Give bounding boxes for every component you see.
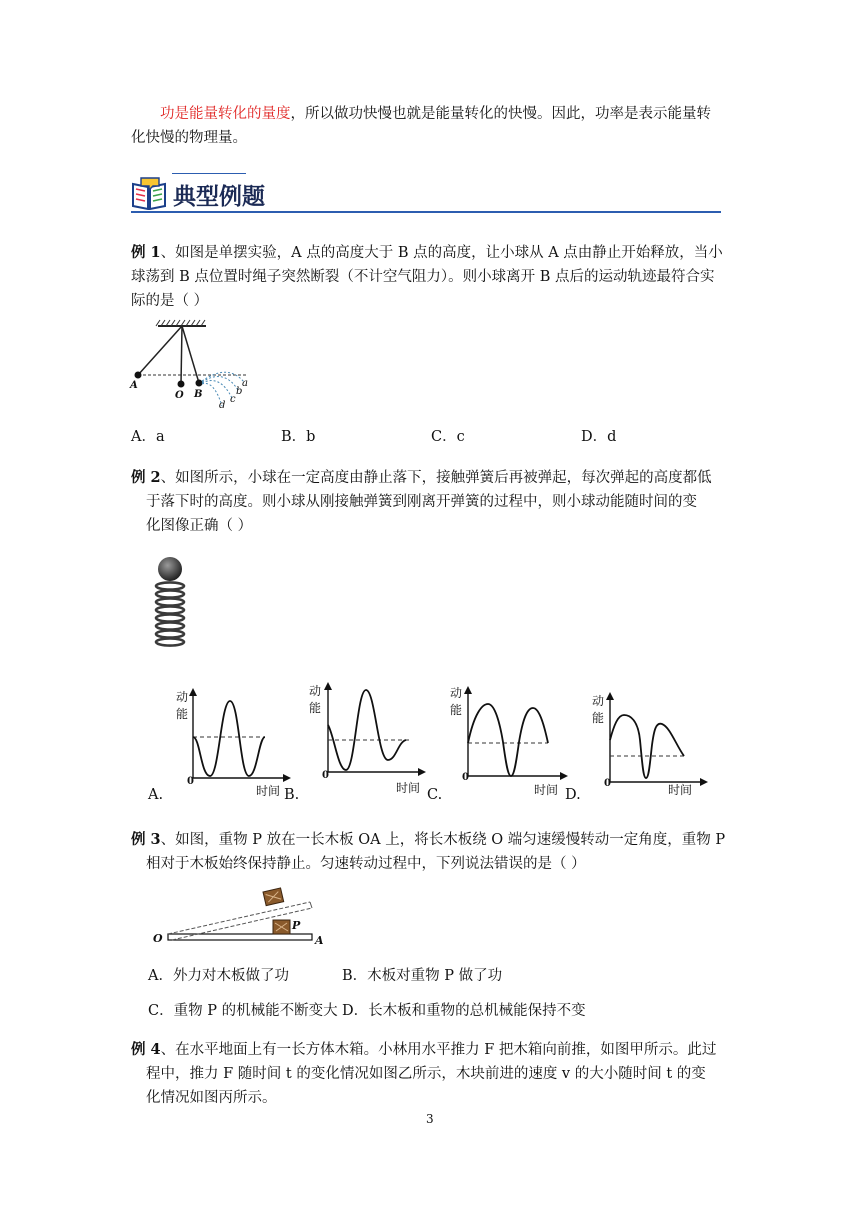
spring-ball-figure [150,556,190,650]
ex3-option-c[interactable]: C．重物 P 的机械能不断变大 [148,1003,338,1019]
label-A: A [130,380,138,391]
ex4-line-1: 例 4、在水平地面上有一长方体木箱。小林用水平推力 F 把木箱向前推，如图甲所示。此过 [131,1041,717,1058]
intro-line-1 [131,102,731,126]
ex3-line-2: 相对于木板始终保持静止。匀速转动过程中，下列说法错误的是（ ） [146,856,586,872]
label-b: b [236,386,243,397]
graph-b: 动 能 0 时间 [308,680,428,792]
label-A: A [315,934,324,947]
ex4-line-3: 化情况如图丙所示。 [146,1090,277,1106]
ex3-option-d[interactable]: D．长木板和重物的总机械能保持不变 [342,1003,586,1019]
ex2-line-3: 化图像正确（ ） [146,518,253,534]
graph-d: 动 能 0 时间 [590,690,710,802]
ex1-label: 例 1 [131,244,161,261]
ex2-option-b[interactable]: B. [284,787,300,803]
heading-underline [131,211,721,213]
section-heading [131,168,721,216]
ex1-option-d[interactable]: D．d [581,429,617,445]
ex1-option-c[interactable]: C．c [431,429,465,445]
label-B: B [194,389,203,400]
ex1-line-3: 际的是（ ） [131,293,209,309]
ex4-label: 例 4 [131,1041,161,1058]
ex2-option-a[interactable]: A. [148,787,164,803]
heading-top-rule [172,173,246,174]
label-a: a [242,378,248,389]
graph-c: 动 能 0 时间 [448,684,570,796]
ex1-option-a[interactable]: A．a [131,429,165,445]
section-title: 典型例题 [173,184,265,210]
intro-text: ，所以做功快慢也就是能量转化的快慢。因此，功率是表示能量转 [290,106,711,122]
ex2-option-d[interactable]: D. [565,787,581,803]
ex3-option-b[interactable]: B．木板对重物 P 做了功 [342,968,503,984]
ex2-option-c[interactable]: C. [427,787,443,803]
ex3-label: 例 3 [131,831,161,848]
ex2-label: 例 2 [131,469,161,486]
ex4-line-2: 程中，推力 F 随时间 t 的变化情况如图乙所示，木块前进的速度 v 的大小随时间 t 的变 [146,1066,706,1082]
ex1-pendulum-figure [128,318,253,413]
label-c: c [230,394,236,405]
ex1-option-b[interactable]: B．b [281,429,316,445]
book-icon [131,176,167,210]
page-number: 3 [426,1112,434,1126]
intro-highlight: 功是能量转化的量度 [160,106,291,122]
ex1-line-1: 例 1、如图是单摆实验，A 点的高度大于 B 点的高度，让小球从 A 点由静止开始释放，当小 [131,244,723,261]
label-d: d [219,400,226,411]
ex3-board-figure [150,884,335,948]
label-P: P [292,919,301,932]
graph-a: 动 能 0 时间 [173,686,293,798]
intro-line-2: 化快慢的物理量。 [131,130,247,146]
ex2-line-2: 于落下时的高度。则小球从刚接触弹簧到刚离开弹簧的过程中，则小球动能随时间的变 [146,494,697,510]
ex3-line-1: 例 3、如图，重物 P 放在一长木板 OA 上，将长木板绕 O 端匀速缓慢转动一定角度，重物 P [131,831,726,848]
ex1-line-2: 球荡到 B 点位置时绳子突然断裂（不计空气阻力）。则小球离开 B 点后的运动轨迹最符合实 [131,269,715,285]
ex3-option-a[interactable]: A．外力对木板做了功 [148,968,289,984]
label-O: O [175,390,184,401]
label-O: O [153,932,163,945]
ex2-line-1: 例 2、如图所示，小球在一定高度由静止落下，接触弹簧后再被弹起，每次弹起的高度都低 [131,469,712,486]
